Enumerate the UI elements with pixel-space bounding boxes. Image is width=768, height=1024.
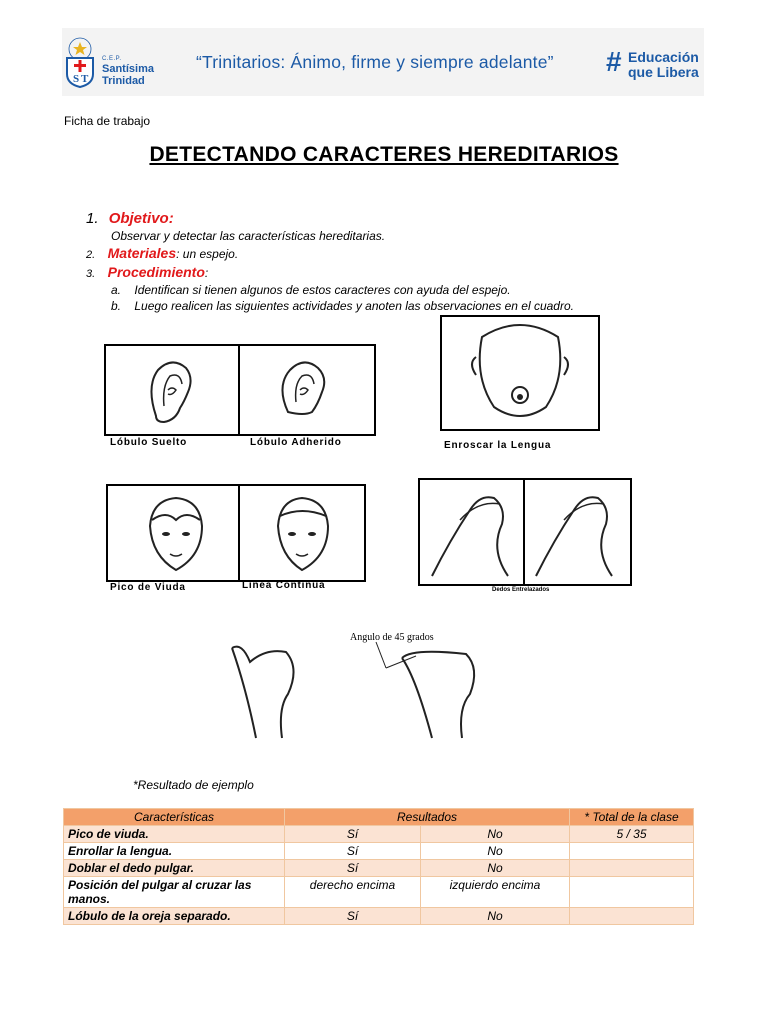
table-row: Doblar el dedo pulgar. Sí No bbox=[64, 860, 694, 877]
school-motto: “Trinitarios: Ánimo, firme y siempre adelante” bbox=[196, 52, 554, 72]
widow-peak-image bbox=[106, 484, 240, 582]
campaign-logo-text: Educación que Libera bbox=[628, 49, 699, 80]
worksheet-label: Ficha de trabajo bbox=[64, 114, 151, 128]
section-objetivo: 1. Objetivo: bbox=[86, 210, 174, 227]
section-materiales: 2. Materiales: un espejo. bbox=[86, 245, 239, 261]
section-procedimiento: 3. Procedimiento: bbox=[86, 264, 209, 280]
caption-dedos-entrelazados: Dedos Entrelazados bbox=[492, 587, 550, 593]
caption-linea-continua: Línea Contínua bbox=[242, 580, 326, 591]
caption-angulo: Angulo de 45 grados bbox=[350, 632, 434, 643]
table-row: Enrollar la lengua. Sí No bbox=[64, 843, 694, 860]
school-shield-logo bbox=[64, 36, 96, 88]
header-resultados: Resultados bbox=[285, 809, 570, 826]
school-name: C.E.P. Santísima Trinidad bbox=[102, 56, 154, 87]
caption-enroscar-lengua: Enroscar la Lengua bbox=[444, 440, 552, 451]
ear-free-lobe-image bbox=[104, 344, 240, 436]
hashtag-icon: # bbox=[606, 46, 622, 77]
svg-text:S: S bbox=[73, 73, 80, 85]
objetivo-text: Observar y detectar las características hereditarias. bbox=[111, 229, 386, 243]
header-caracteristicas: Características bbox=[64, 809, 285, 826]
caption-lobulo-adherido: Lóbulo Adherido bbox=[250, 437, 342, 448]
table-row: Pico de viuda. Sí No 5 / 35 bbox=[64, 826, 694, 843]
table-header-row bbox=[64, 809, 694, 826]
table-row: Lóbulo de la oreja separado. Sí No bbox=[64, 908, 694, 925]
header-total: * Total de la clase bbox=[570, 809, 694, 826]
step-b: b. Luego realicen las siguientes actividades y anoten las observaciones en el cuadro. bbox=[111, 299, 574, 313]
thumb-angle-image bbox=[226, 628, 526, 748]
caption-lobulo-suelto: Lóbulo Suelto bbox=[110, 437, 188, 448]
page-title: DETECTANDO CARACTERES HEREDITARIOS bbox=[149, 143, 619, 166]
interlaced-fingers-image bbox=[418, 478, 632, 586]
tongue-roll-image bbox=[440, 315, 600, 431]
ear-attached-lobe-image bbox=[238, 344, 376, 436]
continuous-hairline-image bbox=[238, 484, 366, 582]
results-table bbox=[63, 808, 694, 925]
step-a: a. Identifican si tienen algunos de estos caracteres con ayuda del espejo. bbox=[111, 283, 511, 297]
example-note: *Resultado de ejemplo bbox=[133, 778, 254, 792]
svg-text:T: T bbox=[81, 73, 89, 85]
table-row: Posición del pulgar al cruzar las manos. derecho encima izquierdo encima bbox=[64, 877, 694, 908]
caption-pico-viuda: Pico de Viuda bbox=[110, 582, 186, 593]
